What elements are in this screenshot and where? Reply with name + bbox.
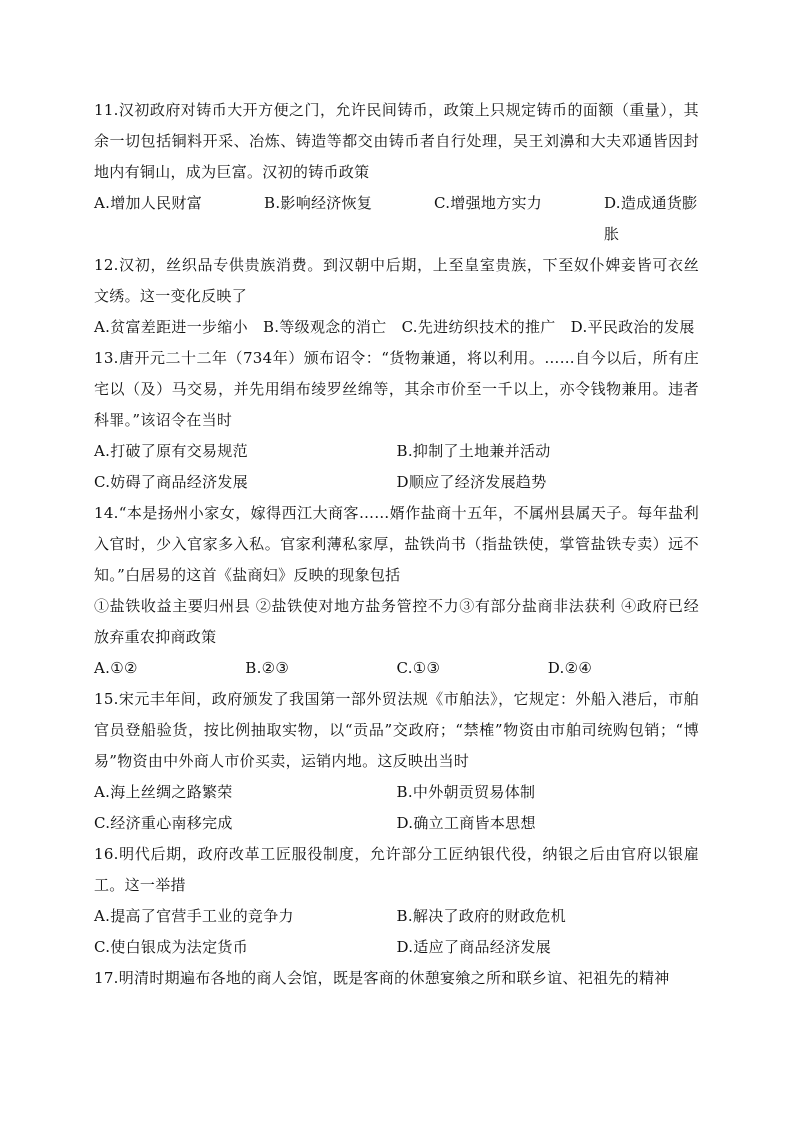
question-list	[94, 95, 699, 994]
option-c: C.使白银成为法定货币	[94, 938, 249, 956]
question-stem: 16.明代后期，政府改革工匠服役制度，允许部分工匠纳银代役，纳银之后由官府以银雇工。这一举措	[94, 845, 699, 894]
option-a: A.贫富差距进一步缩小	[94, 318, 248, 336]
question-stem: 12.汉初，丝织品专供贵族消费。到汉朝中后期，上至皇室贵族，下至奴仆婢妾皆可衣丝文绣。这一变化反映了	[94, 256, 699, 305]
option-b: B.等级观念的消亡	[262, 318, 387, 336]
option-row	[94, 188, 699, 250]
question-14	[94, 498, 699, 684]
statement-items: ①盐铁收益主要归州县 ②盐铁使对地方盐务管控不力③有部分盐商非法获利 ④政府已经放弃重农抑商政策	[94, 597, 699, 646]
option-row	[94, 653, 699, 684]
option-b: B.解决了政府的财政危机	[396, 907, 566, 925]
option-d: D.适应了商品经济发展	[396, 938, 552, 956]
option-c: C.经济重心南移完成	[94, 814, 233, 832]
option-a: A.①②	[94, 659, 138, 677]
option-d: D.②④	[547, 659, 593, 677]
option-c: C.先进纺织技术的推广	[401, 318, 556, 336]
option-row	[94, 436, 699, 498]
question-17	[94, 963, 699, 994]
option-b: B.②③	[245, 659, 290, 677]
option-row	[94, 777, 699, 839]
option-a: A.打破了原有交易规范	[94, 442, 248, 460]
question-13	[94, 343, 699, 498]
option-b: B.影响经济恢复	[264, 194, 373, 212]
question-stem: 11.汉初政府对铸币大开方便之门，允许民间铸币，政策上只规定铸币的面额（重量），其余一切包括铜料开采、冶炼、铸造等都交由铸币者自行处理，吴王刘濞和大夫邓通皆因封地内有铜山，成为巨富。汉初的铸币政策	[94, 101, 699, 181]
question-15	[94, 684, 699, 839]
question-11	[94, 95, 699, 250]
option-row	[94, 901, 699, 963]
question-stem: 17.明清时期遍布各地的商人会馆，既是客商的休憩宴飨之所和联乡谊、祀祖先的精神	[94, 969, 670, 987]
option-d: D.平民政治的发展	[570, 318, 695, 336]
option-d: D.确立工商皆本思想	[396, 814, 536, 832]
question-stem: 14.“本是扬州小家女，嫁得西江大商客……婿作盐商十五年，不属州县属天子。每年盐利入官时，少入官家多入私。官家利薄私家厚，盐铁尚书（指盐铁使，掌管盐铁专卖）远不知。”白居易的这首《盐商妇》反映的现象包括	[94, 504, 699, 584]
option-a: A.海上丝绸之路繁荣	[94, 783, 233, 801]
option-d: D顺应了经济发展趋势	[396, 473, 547, 491]
option-c: C.妨碍了商品经济发展	[94, 473, 249, 491]
option-b: B.抑制了土地兼并活动	[396, 442, 551, 460]
question-stem: 15.宋元丰年间，政府颁发了我国第一部外贸法规《市舶法》，它规定：外船入港后，市舶官员登船验货，按比例抽取实物，以“贡品”交政府；“禁榷”物资由市舶司统购包销；“博易”物资由中外商人市价买卖，运销内地。这反映出当时	[94, 690, 699, 770]
option-c: C.增强地方实力	[434, 194, 543, 212]
question-stem: 13.唐开元二十二年（734年）颁布诏令：“货物兼通，将以利用。……自今以后，所有庄宅以（及）马交易，并先用绢布绫罗丝绵等，其余市价至一千以上，亦令钱物兼用。违者科罪。”该诏令在当时	[94, 349, 699, 429]
option-d: D.造成通货膨胀	[604, 194, 698, 243]
option-b: B.中外朝贡贸易体制	[396, 783, 536, 801]
option-a: A.增加人民财富	[94, 194, 203, 212]
question-12	[94, 250, 699, 343]
option-a: A.提高了官营手工业的竞争力	[94, 907, 294, 925]
option-row	[94, 312, 699, 343]
question-16	[94, 839, 699, 963]
option-c: C.①③	[396, 659, 441, 677]
